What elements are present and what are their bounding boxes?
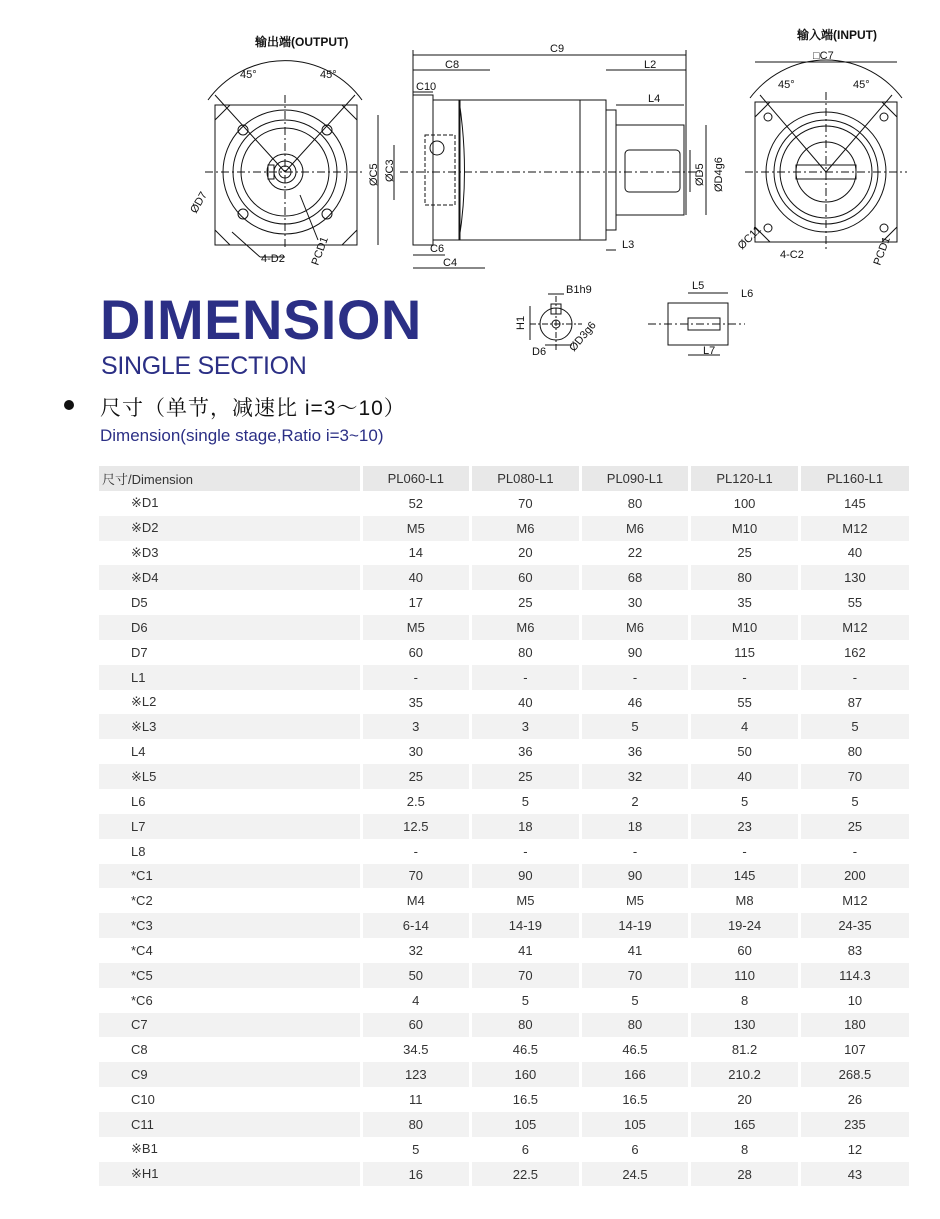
- dim-label-L5: L5: [692, 280, 705, 292]
- table-cell: 80: [690, 565, 800, 590]
- table-cell: 68: [580, 565, 690, 590]
- table-cell: 60: [690, 938, 800, 963]
- row-label: C7: [99, 1013, 361, 1038]
- dimension-table: [99, 466, 909, 1186]
- column-header-dimension: 尺寸/Dimension: [99, 466, 361, 491]
- table-cell: 83: [799, 938, 909, 963]
- row-label: *C2: [131, 893, 153, 909]
- table-cell: 2.5: [361, 789, 471, 814]
- table-header-row: [99, 466, 909, 491]
- table-row: [99, 565, 909, 590]
- table-cell: 5: [471, 789, 581, 814]
- table-cell: 180: [799, 1013, 909, 1038]
- row-label: L4: [131, 744, 146, 760]
- table-row: [99, 1062, 909, 1087]
- table-cell: 60: [361, 1013, 471, 1038]
- table-cell: M5: [361, 615, 471, 640]
- row-label: ※D2: [99, 516, 361, 541]
- table-cell: 114.3: [799, 963, 909, 988]
- table-row: [99, 1112, 909, 1137]
- table-cell: 123: [361, 1062, 471, 1087]
- table-cell: 24.5: [580, 1162, 690, 1187]
- row-label: ※H1: [99, 1162, 361, 1187]
- table-cell: -: [580, 665, 690, 690]
- table-cell: 70: [471, 491, 581, 516]
- dim-label-C6: C6: [430, 243, 445, 255]
- table-cell: -: [471, 665, 581, 690]
- dim-label-C3: ØC3: [384, 159, 396, 182]
- table-row: [99, 888, 909, 913]
- table-cell: 5: [799, 714, 909, 739]
- section-heading-en: Dimension(single stage,Ratio i=3~10): [100, 426, 384, 445]
- dim-label-D1: PCD1: [309, 235, 331, 268]
- table-cell: 80: [361, 1112, 471, 1137]
- table-cell: 40: [361, 565, 471, 590]
- table-cell: M12: [799, 516, 909, 541]
- table-cell: 25: [471, 764, 581, 789]
- dim-label-D3: ØD3g6: [567, 319, 599, 354]
- table-cell: 200: [799, 864, 909, 889]
- table-row: [99, 864, 909, 889]
- table-row: [99, 814, 909, 839]
- table-cell: 105: [471, 1112, 581, 1137]
- table-row: [99, 714, 909, 739]
- table-cell: 43: [799, 1162, 909, 1187]
- shaft-key-view: [648, 293, 745, 355]
- row-label: L8: [131, 843, 146, 859]
- table-cell: 60: [471, 565, 581, 590]
- row-label: ※D1: [131, 495, 159, 511]
- table-cell: 130: [799, 565, 909, 590]
- table-cell: 20: [690, 1087, 800, 1112]
- dim-label-L6: L6: [741, 288, 754, 300]
- row-label: *C1: [99, 864, 361, 889]
- table-cell: -: [690, 665, 800, 690]
- table-row: [99, 1137, 909, 1162]
- dim-label-C2: 4-C2: [780, 249, 804, 261]
- table-cell: 5: [580, 988, 690, 1013]
- table-cell: 20: [471, 541, 581, 566]
- table-cell: 35: [361, 690, 471, 715]
- row-label: *C6: [131, 992, 153, 1008]
- row-label: ※L5: [99, 764, 361, 789]
- table-cell: 40: [690, 764, 800, 789]
- row-label: C9: [99, 1062, 361, 1087]
- table-cell: 90: [471, 864, 581, 889]
- table-cell: M6: [580, 516, 690, 541]
- row-label: D7: [131, 644, 148, 660]
- table-cell: 34.5: [361, 1037, 471, 1062]
- table-cell: 12: [799, 1137, 909, 1162]
- table-cell: 100: [690, 491, 800, 516]
- table-cell: 107: [799, 1037, 909, 1062]
- table-cell: 35: [690, 590, 800, 615]
- table-cell: 5: [471, 988, 581, 1013]
- table-cell: 2: [580, 789, 690, 814]
- table-cell: -: [690, 839, 800, 864]
- bullet-dot: [64, 400, 74, 410]
- dim-label-C10: C10: [416, 81, 437, 93]
- table-row: [99, 541, 909, 566]
- table-cell: 55: [690, 690, 800, 715]
- row-label: ※D3: [131, 544, 159, 560]
- table-row: [99, 938, 909, 963]
- table-cell: 8: [690, 988, 800, 1013]
- table-cell: 145: [799, 491, 909, 516]
- dim-label-L7: L7: [703, 345, 716, 357]
- angle-label: 45°: [853, 79, 870, 91]
- table-cell: 87: [799, 690, 909, 715]
- table-cell: 40: [799, 541, 909, 566]
- table-cell: 80: [580, 1013, 690, 1038]
- dim-label-D2: 4-D2: [261, 253, 285, 265]
- dim-label-H1: H1: [515, 315, 527, 330]
- table-cell: 81.2: [690, 1037, 800, 1062]
- table-cell: 80: [799, 739, 909, 764]
- table-cell: M10: [690, 615, 800, 640]
- table-cell: 16: [361, 1162, 471, 1187]
- angle-label: 45°: [320, 69, 337, 81]
- table-cell: 105: [580, 1112, 690, 1137]
- table-cell: 30: [580, 590, 690, 615]
- row-label: ※B1: [131, 1141, 158, 1157]
- column-header-model: PL160-L1: [799, 466, 909, 491]
- row-label: ※L3: [99, 714, 361, 739]
- row-label: L7: [99, 814, 361, 839]
- row-label: C8: [131, 1042, 148, 1058]
- table-row: [99, 516, 909, 541]
- table-cell: 36: [471, 739, 581, 764]
- table-cell: 50: [361, 963, 471, 988]
- column-header-model: PL090-L1: [580, 466, 690, 491]
- table-cell: 32: [580, 764, 690, 789]
- table-cell: 235: [799, 1112, 909, 1137]
- column-header-model: PL080-L1: [471, 466, 581, 491]
- angle-label: 45°: [778, 79, 795, 91]
- table-cell: 10: [799, 988, 909, 1013]
- row-label: L1: [99, 665, 361, 690]
- table-cell: 70: [361, 864, 471, 889]
- table-cell: M6: [580, 615, 690, 640]
- dim-label-C11: ØC11: [735, 223, 764, 253]
- dim-label-C8: C8: [445, 59, 460, 71]
- page-title: DIMENSION: [100, 288, 422, 351]
- table-cell: 14: [361, 541, 471, 566]
- table-cell: -: [799, 665, 909, 690]
- table-row: [99, 690, 909, 715]
- dim-label-C9: C9: [550, 43, 565, 55]
- row-label: C10: [131, 1092, 155, 1108]
- table-cell: 5: [580, 714, 690, 739]
- table-cell: 18: [471, 814, 581, 839]
- table-cell: 8: [690, 1137, 800, 1162]
- row-label: *C5: [99, 963, 361, 988]
- table-cell: M12: [799, 888, 909, 913]
- dim-label-C7: □C7: [813, 50, 834, 62]
- table-row: [99, 764, 909, 789]
- table-cell: 115: [690, 640, 800, 665]
- row-label: ※L2: [131, 694, 157, 710]
- table-cell: 25: [361, 764, 471, 789]
- table-cell: 36: [580, 739, 690, 764]
- output-front-view: [205, 61, 365, 257]
- table-cell: 268.5: [799, 1062, 909, 1087]
- dim-label-D5: ØD5: [694, 163, 706, 186]
- table-cell: 160: [471, 1062, 581, 1087]
- table-cell: 6: [580, 1137, 690, 1162]
- table-cell: M6: [471, 516, 581, 541]
- table-cell: 16.5: [580, 1087, 690, 1112]
- table-cell: 41: [471, 938, 581, 963]
- table-cell: 4: [361, 988, 471, 1013]
- table-cell: 11: [361, 1087, 471, 1112]
- table-cell: 70: [471, 963, 581, 988]
- table-cell: 14-19: [471, 913, 581, 938]
- table-cell: 60: [361, 640, 471, 665]
- table-cell: 145: [690, 864, 800, 889]
- dim-label-L3: L3: [622, 239, 635, 251]
- table-cell: M5: [361, 516, 471, 541]
- table-cell: M5: [580, 888, 690, 913]
- table-cell: 46.5: [580, 1037, 690, 1062]
- dim-label-L4: L4: [648, 93, 661, 105]
- table-row: [99, 739, 909, 764]
- table-cell: 162: [799, 640, 909, 665]
- table-cell: 52: [361, 491, 471, 516]
- row-label: *C3: [99, 913, 361, 938]
- table-cell: 90: [580, 640, 690, 665]
- table-cell: 12.5: [361, 814, 471, 839]
- table-cell: 23: [690, 814, 800, 839]
- dim-label-C5: ØC5: [368, 163, 380, 186]
- row-label: *C4: [131, 942, 153, 958]
- table-cell: 14-19: [580, 913, 690, 938]
- table-row: [99, 615, 909, 640]
- dim-label-D6: D6: [532, 346, 547, 358]
- row-label: ※D4: [99, 565, 361, 590]
- table-cell: 80: [471, 640, 581, 665]
- output-label: 输出端(OUTPUT): [255, 35, 349, 49]
- table-cell: 46: [580, 690, 690, 715]
- table-cell: 6-14: [361, 913, 471, 938]
- table-cell: M10: [690, 516, 800, 541]
- table-cell: 4: [690, 714, 800, 739]
- table-cell: 90: [580, 864, 690, 889]
- table-cell: M5: [471, 888, 581, 913]
- table-cell: 32: [361, 938, 471, 963]
- table-body: [99, 491, 909, 1187]
- table-cell: -: [799, 839, 909, 864]
- column-header-model: PL120-L1: [690, 466, 800, 491]
- row-label: C11: [99, 1112, 361, 1137]
- row-label: D6: [99, 615, 361, 640]
- table-cell: 130: [690, 1013, 800, 1038]
- table-row: [99, 1087, 909, 1112]
- table-row: [99, 1013, 909, 1038]
- angle-label: 45°: [240, 69, 257, 81]
- table-cell: M4: [361, 888, 471, 913]
- section-heading-cn: 尺寸（单节，减速比 i=3～10）: [100, 397, 406, 420]
- table-cell: 24-35: [799, 913, 909, 938]
- table-row: [99, 1037, 909, 1062]
- table-cell: 55: [799, 590, 909, 615]
- input-label: 输入端(INPUT): [797, 28, 877, 42]
- table-cell: 25: [471, 590, 581, 615]
- dim-label-C4: C4: [443, 257, 458, 269]
- table-cell: 6: [471, 1137, 581, 1162]
- table-row: [99, 640, 909, 665]
- table-cell: 166: [580, 1062, 690, 1087]
- table-row: [99, 963, 909, 988]
- table-row: [99, 789, 909, 814]
- table-cell: 40: [471, 690, 581, 715]
- input-front-view: [745, 60, 907, 250]
- page-subtitle: SINGLE SECTION: [101, 352, 307, 380]
- dim-label-C1: PCD1: [871, 235, 893, 268]
- table-cell: M6: [471, 615, 581, 640]
- table-cell: -: [471, 839, 581, 864]
- table-cell: M8: [690, 888, 800, 913]
- table-row: [99, 988, 909, 1013]
- table-cell: 80: [580, 491, 690, 516]
- table-cell: 210.2: [690, 1062, 800, 1087]
- table-cell: 5: [361, 1137, 471, 1162]
- table-cell: -: [361, 839, 471, 864]
- table-cell: 165: [690, 1112, 800, 1137]
- dim-label-B1: B1h9: [566, 284, 592, 296]
- table-row: [99, 1162, 909, 1187]
- table-cell: 46.5: [471, 1037, 581, 1062]
- table-cell: 50: [690, 739, 800, 764]
- dim-label-D7: ØD7: [188, 189, 210, 216]
- table-cell: 3: [471, 714, 581, 739]
- table-cell: 28: [690, 1162, 800, 1187]
- table-cell: 80: [471, 1013, 581, 1038]
- table-cell: 30: [361, 739, 471, 764]
- table-cell: 25: [690, 541, 800, 566]
- table-cell: 25: [799, 814, 909, 839]
- table-cell: 16.5: [471, 1087, 581, 1112]
- table-cell: 17: [361, 590, 471, 615]
- table-cell: -: [580, 839, 690, 864]
- table-cell: 22: [580, 541, 690, 566]
- table-row: [99, 665, 909, 690]
- row-label: D5: [131, 595, 148, 611]
- column-header-model: PL060-L1: [361, 466, 471, 491]
- table-cell: 5: [799, 789, 909, 814]
- table-row: [99, 491, 909, 516]
- dim-label-L2: L2: [644, 59, 657, 71]
- table-cell: 22.5: [471, 1162, 581, 1187]
- table-cell: 26: [799, 1087, 909, 1112]
- table-cell: 19-24: [690, 913, 800, 938]
- table-cell: 110: [690, 963, 800, 988]
- dim-label-D4: ØD4g6: [713, 157, 725, 192]
- table-cell: 3: [361, 714, 471, 739]
- table-row: [99, 913, 909, 938]
- table-cell: -: [361, 665, 471, 690]
- table-cell: 70: [799, 764, 909, 789]
- table-cell: M12: [799, 615, 909, 640]
- table-cell: 70: [580, 963, 690, 988]
- table-cell: 18: [580, 814, 690, 839]
- row-label: L6: [131, 793, 146, 809]
- table-row: [99, 590, 909, 615]
- table-row: [99, 839, 909, 864]
- table-cell: 41: [580, 938, 690, 963]
- table-cell: 5: [690, 789, 800, 814]
